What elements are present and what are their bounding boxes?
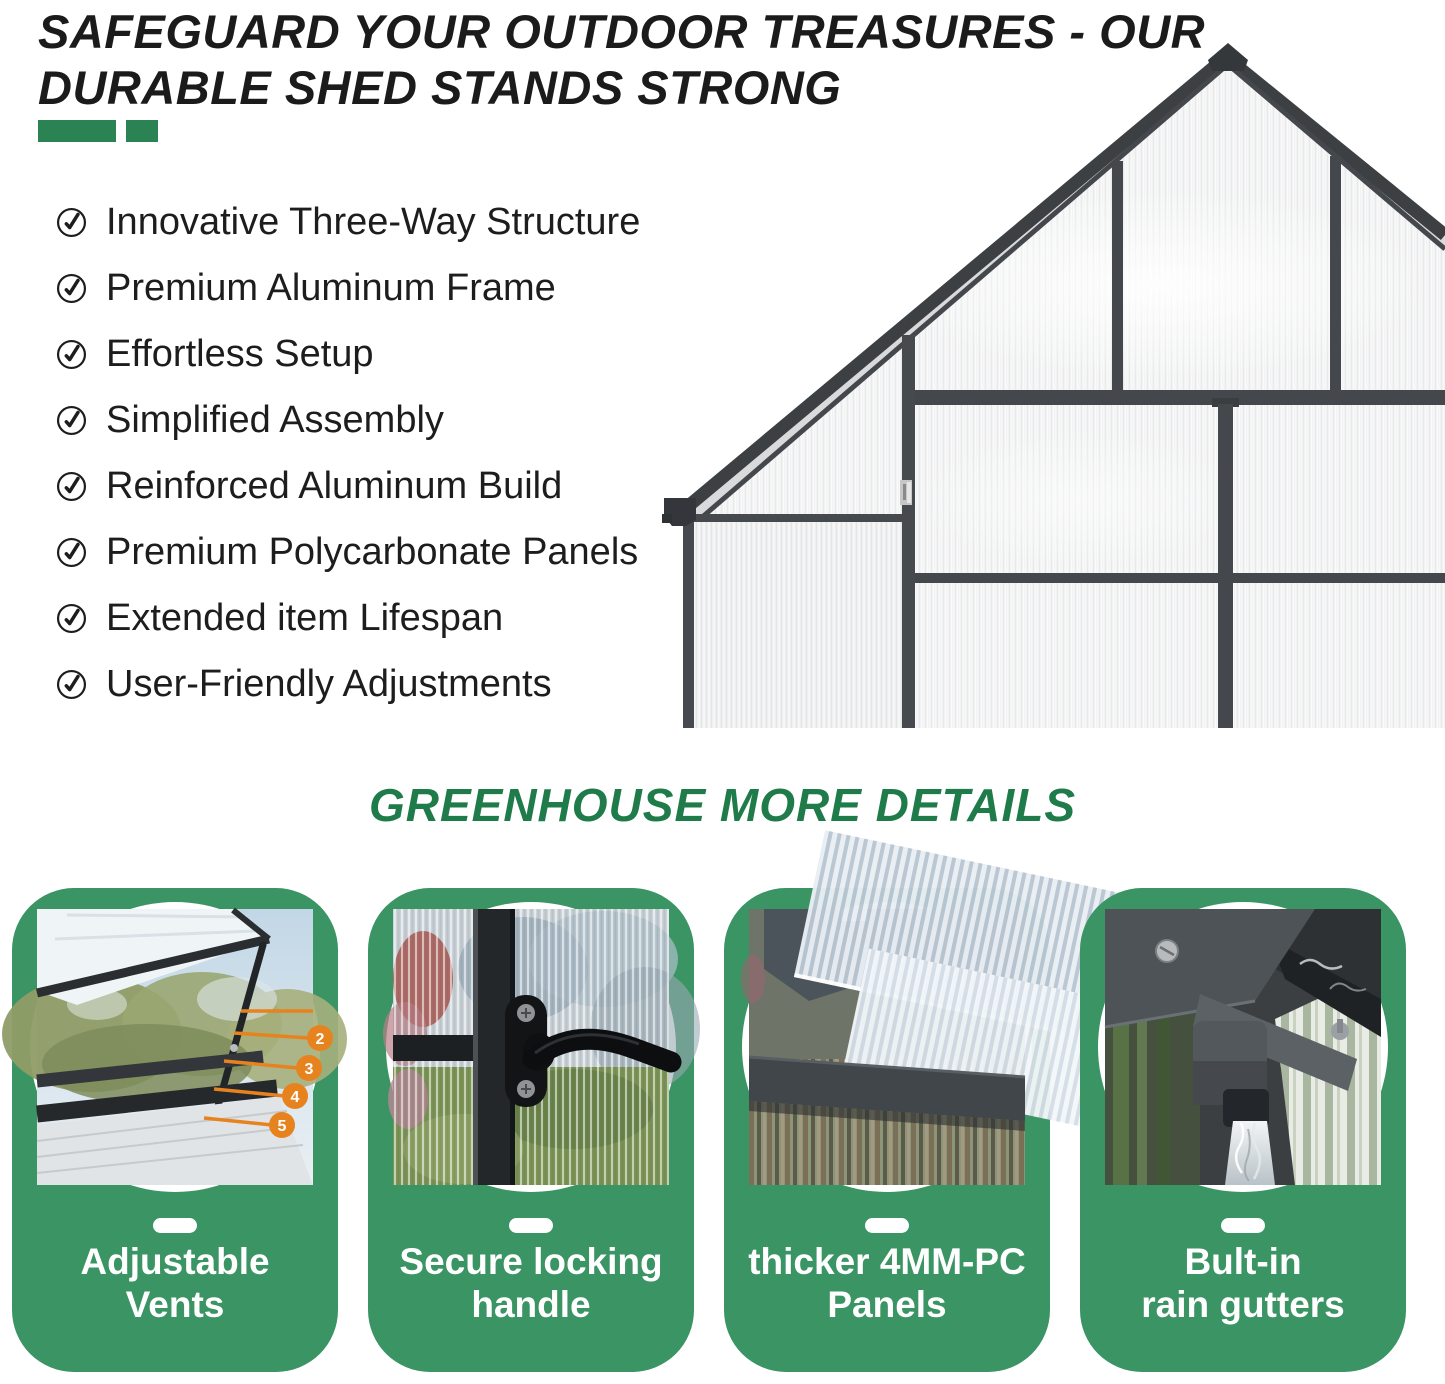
dash-divider xyxy=(509,1218,553,1233)
check-circle-icon xyxy=(56,471,87,502)
feature-label: Premium Aluminum Frame xyxy=(106,266,556,309)
pc-panels-photo xyxy=(749,909,1025,1185)
check-circle-icon xyxy=(56,537,87,568)
feature-label: Reinforced Aluminum Build xyxy=(106,464,563,507)
check-circle-icon xyxy=(56,669,87,700)
feature-label: Simplified Assembly xyxy=(106,398,444,441)
feature-item xyxy=(56,398,640,441)
photo-ring xyxy=(30,902,325,1192)
card-label: Secure locking handle xyxy=(399,1241,663,1325)
dash-divider xyxy=(153,1218,197,1233)
water-stream xyxy=(1225,1121,1275,1185)
feature-label: Extended item Lifespan xyxy=(106,596,504,639)
check-circle-icon xyxy=(56,339,87,370)
photo-ring xyxy=(386,902,676,1192)
feature-item xyxy=(56,662,640,705)
headline-line-1: SAFEGUARD YOUR OUTDOOR TREASURES - OUR xyxy=(38,5,1206,58)
greenhouse-illustration xyxy=(660,30,1445,730)
detail-card-locking-handle xyxy=(368,888,694,1372)
feature-item xyxy=(56,530,640,573)
feature-item xyxy=(56,200,641,243)
door-latch xyxy=(900,480,912,505)
card-label: Bult-in rain gutters xyxy=(1141,1241,1345,1325)
green-bar-large xyxy=(38,120,116,142)
feature-label: Effortless Setup xyxy=(106,332,374,375)
feature-item xyxy=(56,596,640,639)
dash-divider xyxy=(865,1218,909,1233)
detail-card-adjustable-vents xyxy=(12,888,338,1372)
badge-2: 2 xyxy=(315,1031,325,1048)
card-label: thicker 4MM-PC Panels xyxy=(748,1241,1026,1325)
card-label: Adjustable Vents xyxy=(80,1241,270,1325)
feature-item xyxy=(56,464,640,507)
rain-gutter-photo xyxy=(1105,909,1381,1185)
section-title: GREENHOUSE MORE DETAILS xyxy=(368,779,1077,831)
feature-label: User-Friendly Adjustments xyxy=(106,662,552,705)
feature-list xyxy=(56,200,641,731)
check-circle-icon xyxy=(56,273,87,304)
check-circle-icon xyxy=(56,207,87,238)
feature-item xyxy=(56,332,640,375)
photo-ring xyxy=(742,902,1032,1192)
headline-line-2: DURABLE SHED STANDS STRONG xyxy=(38,61,842,114)
locking-handle-photo xyxy=(393,909,669,1185)
left-greenery xyxy=(1105,999,1200,1185)
green-bar-small xyxy=(126,120,158,142)
badge-4: 4 xyxy=(290,1089,300,1106)
feature-label: Premium Polycarbonate Panels xyxy=(106,530,639,573)
detail-card-pc-panels xyxy=(724,888,1050,1372)
check-circle-icon xyxy=(56,603,87,634)
feature-label: Innovative Three-Way Structure xyxy=(106,200,641,243)
roof-vent-photo xyxy=(37,909,325,1185)
check-circle-icon xyxy=(56,405,87,436)
badge-3: 3 xyxy=(304,1061,314,1078)
dash-divider xyxy=(1221,1218,1265,1233)
detail-card-rain-gutters xyxy=(1080,888,1406,1372)
photo-ring xyxy=(1098,902,1388,1192)
feature-item xyxy=(56,266,640,309)
badge-5: 5 xyxy=(277,1118,287,1135)
